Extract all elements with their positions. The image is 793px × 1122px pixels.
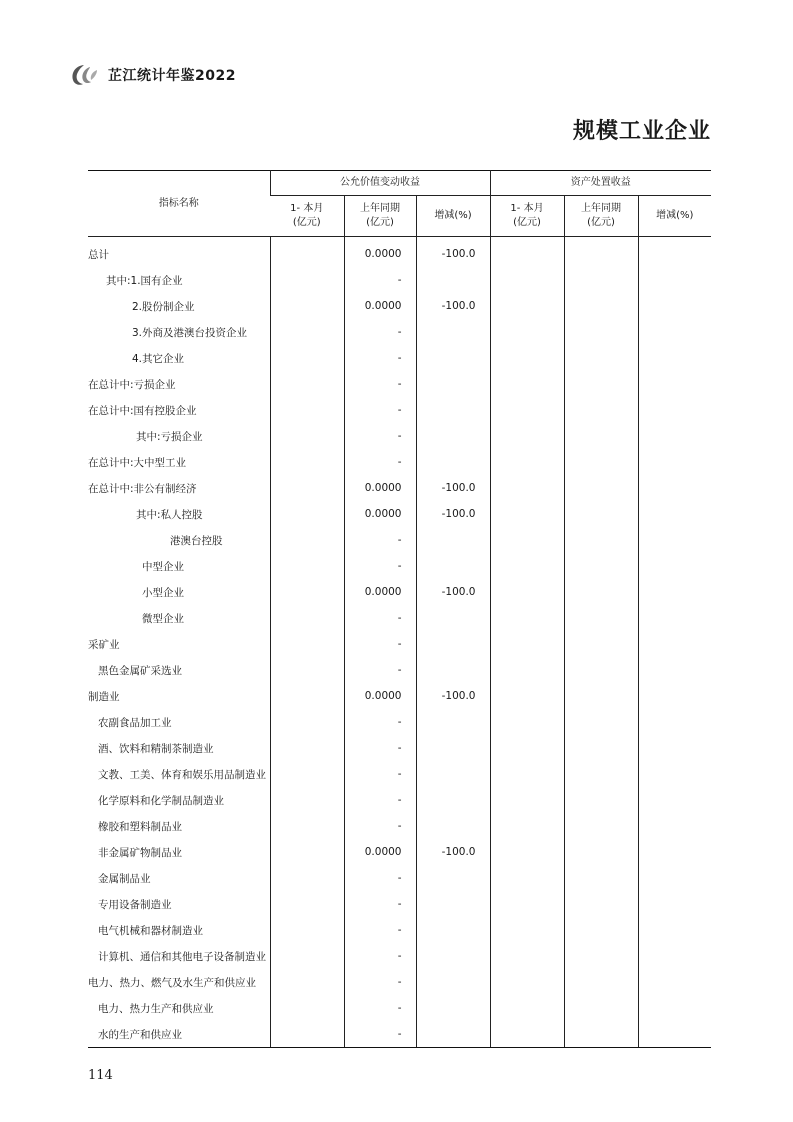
row-value xyxy=(490,839,564,865)
row-value: 0.0000 xyxy=(344,839,416,865)
row-value: - xyxy=(344,319,416,345)
row-value xyxy=(490,475,564,501)
table-row xyxy=(88,267,711,293)
row-value xyxy=(270,761,344,787)
row-value xyxy=(416,787,490,813)
row-label: 非金属矿物制品业 xyxy=(98,846,182,859)
row-value xyxy=(490,735,564,761)
row-value xyxy=(564,345,638,371)
table-row xyxy=(88,475,711,501)
row-value xyxy=(490,293,564,319)
table-row xyxy=(88,1021,711,1048)
row-value xyxy=(564,917,638,943)
row-value xyxy=(638,813,711,839)
row-value: 0.0000 xyxy=(344,293,416,319)
row-value: - xyxy=(344,267,416,293)
row-value xyxy=(270,501,344,527)
group-header-asset-disposal: 资产处置收益 xyxy=(490,171,711,196)
row-value xyxy=(270,917,344,943)
row-label: 农副食品加工业 xyxy=(98,716,172,729)
row-value xyxy=(490,631,564,657)
row-value xyxy=(416,553,490,579)
statistics-table xyxy=(88,170,711,1048)
row-label: 在总计中:亏损企业 xyxy=(88,378,176,391)
row-value xyxy=(564,475,638,501)
row-value xyxy=(490,657,564,683)
row-value xyxy=(270,579,344,605)
row-value xyxy=(564,865,638,891)
row-label: 4.其它企业 xyxy=(132,352,185,365)
row-value xyxy=(490,345,564,371)
row-value xyxy=(416,969,490,995)
row-value xyxy=(638,579,711,605)
row-value xyxy=(564,735,638,761)
row-value: - xyxy=(344,813,416,839)
row-value xyxy=(564,605,638,631)
row-value xyxy=(416,865,490,891)
row-value xyxy=(416,319,490,345)
row-value: - xyxy=(344,371,416,397)
row-value xyxy=(490,969,564,995)
row-value xyxy=(416,605,490,631)
row-value xyxy=(416,943,490,969)
row-value xyxy=(416,267,490,293)
row-value xyxy=(490,237,564,268)
row-value xyxy=(638,995,711,1021)
table-row xyxy=(88,969,711,995)
table-row xyxy=(88,293,711,319)
row-value: - xyxy=(344,891,416,917)
row-value xyxy=(564,1021,638,1048)
table-row xyxy=(88,345,711,371)
row-value xyxy=(564,787,638,813)
row-value xyxy=(638,917,711,943)
table-row xyxy=(88,605,711,631)
row-value xyxy=(270,969,344,995)
row-value: - xyxy=(344,423,416,449)
row-value xyxy=(564,761,638,787)
row-value: - xyxy=(344,1021,416,1048)
row-label: 专用设备制造业 xyxy=(98,898,172,911)
row-value: - xyxy=(344,735,416,761)
row-value xyxy=(638,605,711,631)
table-row xyxy=(88,501,711,527)
row-label: 化学原料和化学制品制造业 xyxy=(98,794,224,807)
row-value xyxy=(490,865,564,891)
row-value: -100.0 xyxy=(416,501,490,527)
row-value xyxy=(490,917,564,943)
row-value xyxy=(564,293,638,319)
row-value xyxy=(270,293,344,319)
row-value xyxy=(270,423,344,449)
row-value: - xyxy=(344,943,416,969)
row-value xyxy=(416,709,490,735)
row-value xyxy=(638,735,711,761)
row-label: 文教、工美、体育和娱乐用品制造业 xyxy=(98,768,266,781)
row-value xyxy=(564,501,638,527)
table-row xyxy=(88,787,711,813)
row-value xyxy=(270,995,344,1021)
row-value xyxy=(270,553,344,579)
table-row xyxy=(88,449,711,475)
row-value xyxy=(564,553,638,579)
row-value xyxy=(564,943,638,969)
row-label: 微型企业 xyxy=(142,612,184,625)
row-value xyxy=(638,527,711,553)
row-value xyxy=(638,449,711,475)
row-value xyxy=(416,449,490,475)
row-value xyxy=(564,527,638,553)
row-value xyxy=(490,709,564,735)
row-value xyxy=(490,527,564,553)
row-value xyxy=(270,345,344,371)
row-value: - xyxy=(344,397,416,423)
row-label: 制造业 xyxy=(88,690,120,703)
row-value xyxy=(270,631,344,657)
row-value: 0.0000 xyxy=(344,683,416,709)
page-number: 114 xyxy=(88,1068,113,1083)
row-value: 0.0000 xyxy=(344,237,416,268)
row-label: 小型企业 xyxy=(142,586,184,599)
page-header xyxy=(70,62,236,88)
row-label: 港澳台控股 xyxy=(170,534,223,547)
row-value xyxy=(270,527,344,553)
book-title: 芷江统计年鉴2022 xyxy=(108,68,236,84)
table-row xyxy=(88,579,711,605)
row-value xyxy=(638,345,711,371)
row-value xyxy=(564,813,638,839)
row-value: - xyxy=(344,787,416,813)
table-row xyxy=(88,995,711,1021)
row-value xyxy=(490,267,564,293)
row-value xyxy=(490,1021,564,1048)
row-value xyxy=(490,397,564,423)
col-header xyxy=(416,196,490,237)
row-value: 0.0000 xyxy=(344,501,416,527)
row-value: - xyxy=(344,605,416,631)
row-value xyxy=(638,1021,711,1048)
row-value xyxy=(270,813,344,839)
table-row xyxy=(88,891,711,917)
table-row xyxy=(88,813,711,839)
row-value xyxy=(490,579,564,605)
row-value xyxy=(416,423,490,449)
row-value xyxy=(416,657,490,683)
row-value xyxy=(270,319,344,345)
row-value xyxy=(564,449,638,475)
table-row xyxy=(88,423,711,449)
row-label: 采矿业 xyxy=(88,638,120,651)
row-label: 电力、热力生产和供应业 xyxy=(98,1002,214,1015)
row-value xyxy=(416,813,490,839)
row-value xyxy=(490,787,564,813)
row-value xyxy=(638,969,711,995)
row-value: -100.0 xyxy=(416,579,490,605)
row-value xyxy=(270,237,344,268)
row-value xyxy=(638,631,711,657)
row-value xyxy=(638,237,711,268)
row-value xyxy=(564,969,638,995)
row-label: 2.股份制企业 xyxy=(132,300,195,313)
row-value: - xyxy=(344,631,416,657)
yearbook-logo-icon xyxy=(70,63,100,87)
row-label: 3.外商及港澳台投资企业 xyxy=(132,326,248,339)
row-value: - xyxy=(344,709,416,735)
row-value xyxy=(638,475,711,501)
row-value xyxy=(416,345,490,371)
row-value xyxy=(490,943,564,969)
row-value xyxy=(490,553,564,579)
row-value xyxy=(416,1021,490,1048)
row-value xyxy=(270,943,344,969)
row-value xyxy=(638,787,711,813)
table-row xyxy=(88,527,711,553)
table-row xyxy=(88,735,711,761)
row-value: -100.0 xyxy=(416,237,490,268)
col-header-line: 增减(%) xyxy=(434,210,472,221)
row-value xyxy=(638,319,711,345)
row-label: 橡胶和塑料制品业 xyxy=(98,820,182,833)
row-value xyxy=(270,1021,344,1048)
row-value: - xyxy=(344,917,416,943)
row-value: - xyxy=(344,865,416,891)
row-value xyxy=(490,605,564,631)
row-label: 电气机械和器材制造业 xyxy=(98,924,203,937)
row-value: - xyxy=(344,449,416,475)
col-header-line: 增减(%) xyxy=(656,210,694,221)
table-row xyxy=(88,371,711,397)
row-value xyxy=(490,891,564,917)
row-value xyxy=(564,371,638,397)
row-value xyxy=(270,449,344,475)
section-title: 规模工业企业 xyxy=(572,118,711,144)
row-value xyxy=(490,995,564,1021)
row-label: 电力、热力、燃气及水生产和供应业 xyxy=(88,976,256,989)
table-row xyxy=(88,943,711,969)
row-value: 0.0000 xyxy=(344,475,416,501)
row-value xyxy=(416,397,490,423)
row-label: 在总计中:大中型工业 xyxy=(88,456,187,469)
row-label: 酒、饮料和精制茶制造业 xyxy=(98,742,214,755)
row-value xyxy=(416,735,490,761)
row-value: - xyxy=(344,527,416,553)
row-value: - xyxy=(344,553,416,579)
table-row xyxy=(88,865,711,891)
table-body xyxy=(88,237,711,1048)
row-value xyxy=(564,319,638,345)
row-value xyxy=(564,423,638,449)
row-value xyxy=(564,709,638,735)
row-value xyxy=(270,605,344,631)
row-value xyxy=(270,267,344,293)
table-row xyxy=(88,657,711,683)
row-value xyxy=(564,657,638,683)
row-value: -100.0 xyxy=(416,475,490,501)
row-value xyxy=(564,237,638,268)
row-value xyxy=(270,657,344,683)
row-value xyxy=(270,397,344,423)
row-value xyxy=(416,891,490,917)
row-value: -100.0 xyxy=(416,293,490,319)
row-value xyxy=(638,683,711,709)
table-row xyxy=(88,553,711,579)
row-value xyxy=(416,371,490,397)
row-value xyxy=(638,761,711,787)
row-value xyxy=(416,631,490,657)
row-value xyxy=(564,995,638,1021)
row-value xyxy=(416,995,490,1021)
row-value: - xyxy=(344,995,416,1021)
table-row xyxy=(88,237,711,268)
row-value xyxy=(270,787,344,813)
row-value xyxy=(490,813,564,839)
row-label: 水的生产和供应业 xyxy=(88,1021,270,1048)
row-value xyxy=(564,267,638,293)
row-label: 黑色金属矿采选业 xyxy=(98,664,182,677)
row-value xyxy=(270,839,344,865)
row-value: - xyxy=(344,345,416,371)
row-value xyxy=(564,631,638,657)
row-value xyxy=(638,943,711,969)
row-value xyxy=(638,865,711,891)
row-value xyxy=(270,709,344,735)
row-label: 其中:私人控股 xyxy=(136,508,203,521)
table-row xyxy=(88,761,711,787)
row-value: 0.0000 xyxy=(344,579,416,605)
row-value: - xyxy=(344,657,416,683)
row-value xyxy=(564,579,638,605)
row-label: 其中:1.国有企业 xyxy=(106,274,183,287)
col-header-line: 1- 本月 xyxy=(510,203,544,214)
table-row xyxy=(88,709,711,735)
row-value xyxy=(270,735,344,761)
col-header-unit: (亿元) xyxy=(513,217,541,228)
row-value xyxy=(638,501,711,527)
row-value xyxy=(490,449,564,475)
row-value xyxy=(638,293,711,319)
row-value xyxy=(638,657,711,683)
col-header xyxy=(638,196,711,237)
table-row xyxy=(88,631,711,657)
col-header xyxy=(344,196,416,237)
row-label: 金属制品业 xyxy=(98,872,151,885)
row-value: - xyxy=(344,761,416,787)
col-header-line: 上年同期 xyxy=(581,203,621,214)
row-value xyxy=(564,891,638,917)
indicator-name-header: 指标名称 xyxy=(88,171,270,237)
col-header-line: 1- 本月 xyxy=(290,203,324,214)
row-label: 总计 xyxy=(88,248,109,261)
row-value xyxy=(490,501,564,527)
col-header-line: 上年同期 xyxy=(360,203,400,214)
row-value xyxy=(490,683,564,709)
table-row xyxy=(88,397,711,423)
row-value xyxy=(638,891,711,917)
row-value xyxy=(416,917,490,943)
row-value xyxy=(416,527,490,553)
row-value xyxy=(490,423,564,449)
col-header xyxy=(490,196,564,237)
row-label: 在总计中:国有控股企业 xyxy=(88,404,197,417)
row-label: 计算机、通信和其他电子设备制造业 xyxy=(98,950,266,963)
row-label: 其中:亏损企业 xyxy=(136,430,203,443)
table-row xyxy=(88,839,711,865)
row-value: -100.0 xyxy=(416,683,490,709)
row-value xyxy=(270,683,344,709)
row-value xyxy=(638,371,711,397)
row-value xyxy=(564,839,638,865)
table-row xyxy=(88,917,711,943)
col-header-unit: (亿元) xyxy=(292,217,321,228)
row-value xyxy=(270,865,344,891)
group-header-fair-value: 公允价值变动收益 xyxy=(270,171,490,196)
table-row xyxy=(88,683,711,709)
col-header xyxy=(564,196,638,237)
row-value xyxy=(564,397,638,423)
row-value xyxy=(490,319,564,345)
row-value xyxy=(638,709,711,735)
row-value xyxy=(638,839,711,865)
col-header xyxy=(270,196,344,237)
row-value xyxy=(638,267,711,293)
row-value xyxy=(490,761,564,787)
col-header-unit: (亿元) xyxy=(366,217,394,228)
row-value xyxy=(270,371,344,397)
row-value xyxy=(564,683,638,709)
row-value xyxy=(638,397,711,423)
row-value xyxy=(416,761,490,787)
row-value xyxy=(270,891,344,917)
row-value: -100.0 xyxy=(416,839,490,865)
row-value xyxy=(638,553,711,579)
row-label: 在总计中:非公有制经济 xyxy=(88,482,197,495)
row-value: - xyxy=(344,969,416,995)
row-value xyxy=(638,423,711,449)
row-label: 中型企业 xyxy=(142,560,184,573)
table-row xyxy=(88,319,711,345)
col-header-unit: (亿元) xyxy=(587,217,615,228)
row-value xyxy=(490,371,564,397)
row-value xyxy=(270,475,344,501)
